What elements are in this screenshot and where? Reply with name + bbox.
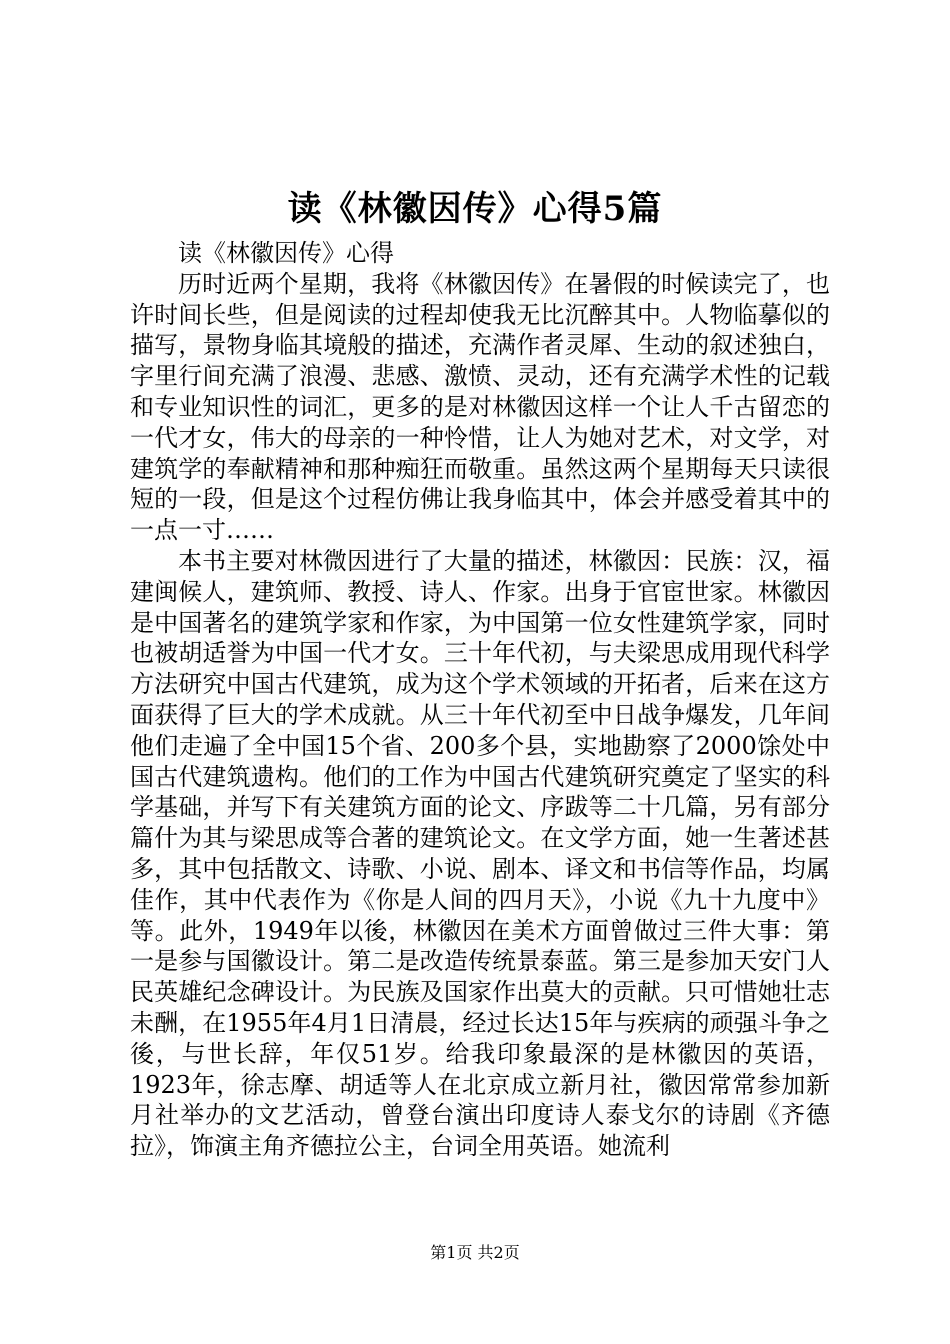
page-footer: 第1页 共2页 [430,1243,520,1262]
document-body [130,238,830,1162]
paragraph-1: 历时近两个星期，我将《林徽因传》在暑假的时候读完了，也许时间长些，但是阅读的过程却使我无比沉醉其中。人物临摹似的描写，景物身临其境般的描述，充满作者灵犀、生动的叙述独白，字里行间充满了浪漫、悲感、激愤、灵动，还有充满学术性的记载和专业知识性的词汇，更多的是对林徽因这样一个让人千古留恋的一代才女，伟大的母亲的一种怜惜，让人为她对艺术，对文学，对建筑学的奉献精神和那种痴狂而敬重。虽然这两个星期每天只读很短的一段，但是这个过程仿佛让我身临其中，体会并感受着其中的一点一寸…… [130,269,830,545]
document-subtitle: 读《林徽因传》心得 [178,239,394,267]
paragraph-2: 本书主要对林微因进行了大量的描述，林徽因：民族：汉，福建闽候人，建筑师、教授、诗人、作家。出身于官宦世家。林徽因是中国著名的建筑学家和作家，为中国第一位女性建筑学家，同时也被胡适誉为中国一代才女。三十年代初，与夫梁思成用现代科学方法研究中国古代建筑，成为这个学术领域的开拓者，后来在这方面获得了巨大的学术成就。从三十年代初至中日战争爆发，几年间他们走遍了全中国15个省、200多个县，实地勘察了2000馀处中国古代建筑遗构。他们的工作为中国古代建筑研究奠定了坚实的科学基础，并写下有关建筑方面的论文、序跋等二十几篇，另有部分篇什为其与梁思成等合著的建筑论文。在文学方面，她一生著述甚多，其中包括散文、诗歌、小说、剧本、译文和书信等作品，均属佳作，其中代表作为《你是人间的四月天》，小说《九十九度中》等。此外，1949年以後，林徽因在美术方面曾做过三件大事：第一是参与国徽设计。第二是改造传统景泰蓝。第三是参加天安门人民英雄纪念碑设计。为民族及国家作出莫大的贡献。只可惜她壮志未酬，在1955年4月1日清晨，经过长达15年与疾病的顽强斗争之後，与世长辞，年仅51岁。给我印象最深的是林徽因的英语，1923年，徐志摩、胡适等人在北京成立新月社，徽因常常参加新月社举办的文艺活动，曾登台演出印度诗人泰戈尔的诗剧《齐德拉》，饰演主角齐德拉公主，台词全用英语。她流利 [130,546,830,1161]
document-title: 读《林徽因传》心得5篇 [287,189,663,229]
